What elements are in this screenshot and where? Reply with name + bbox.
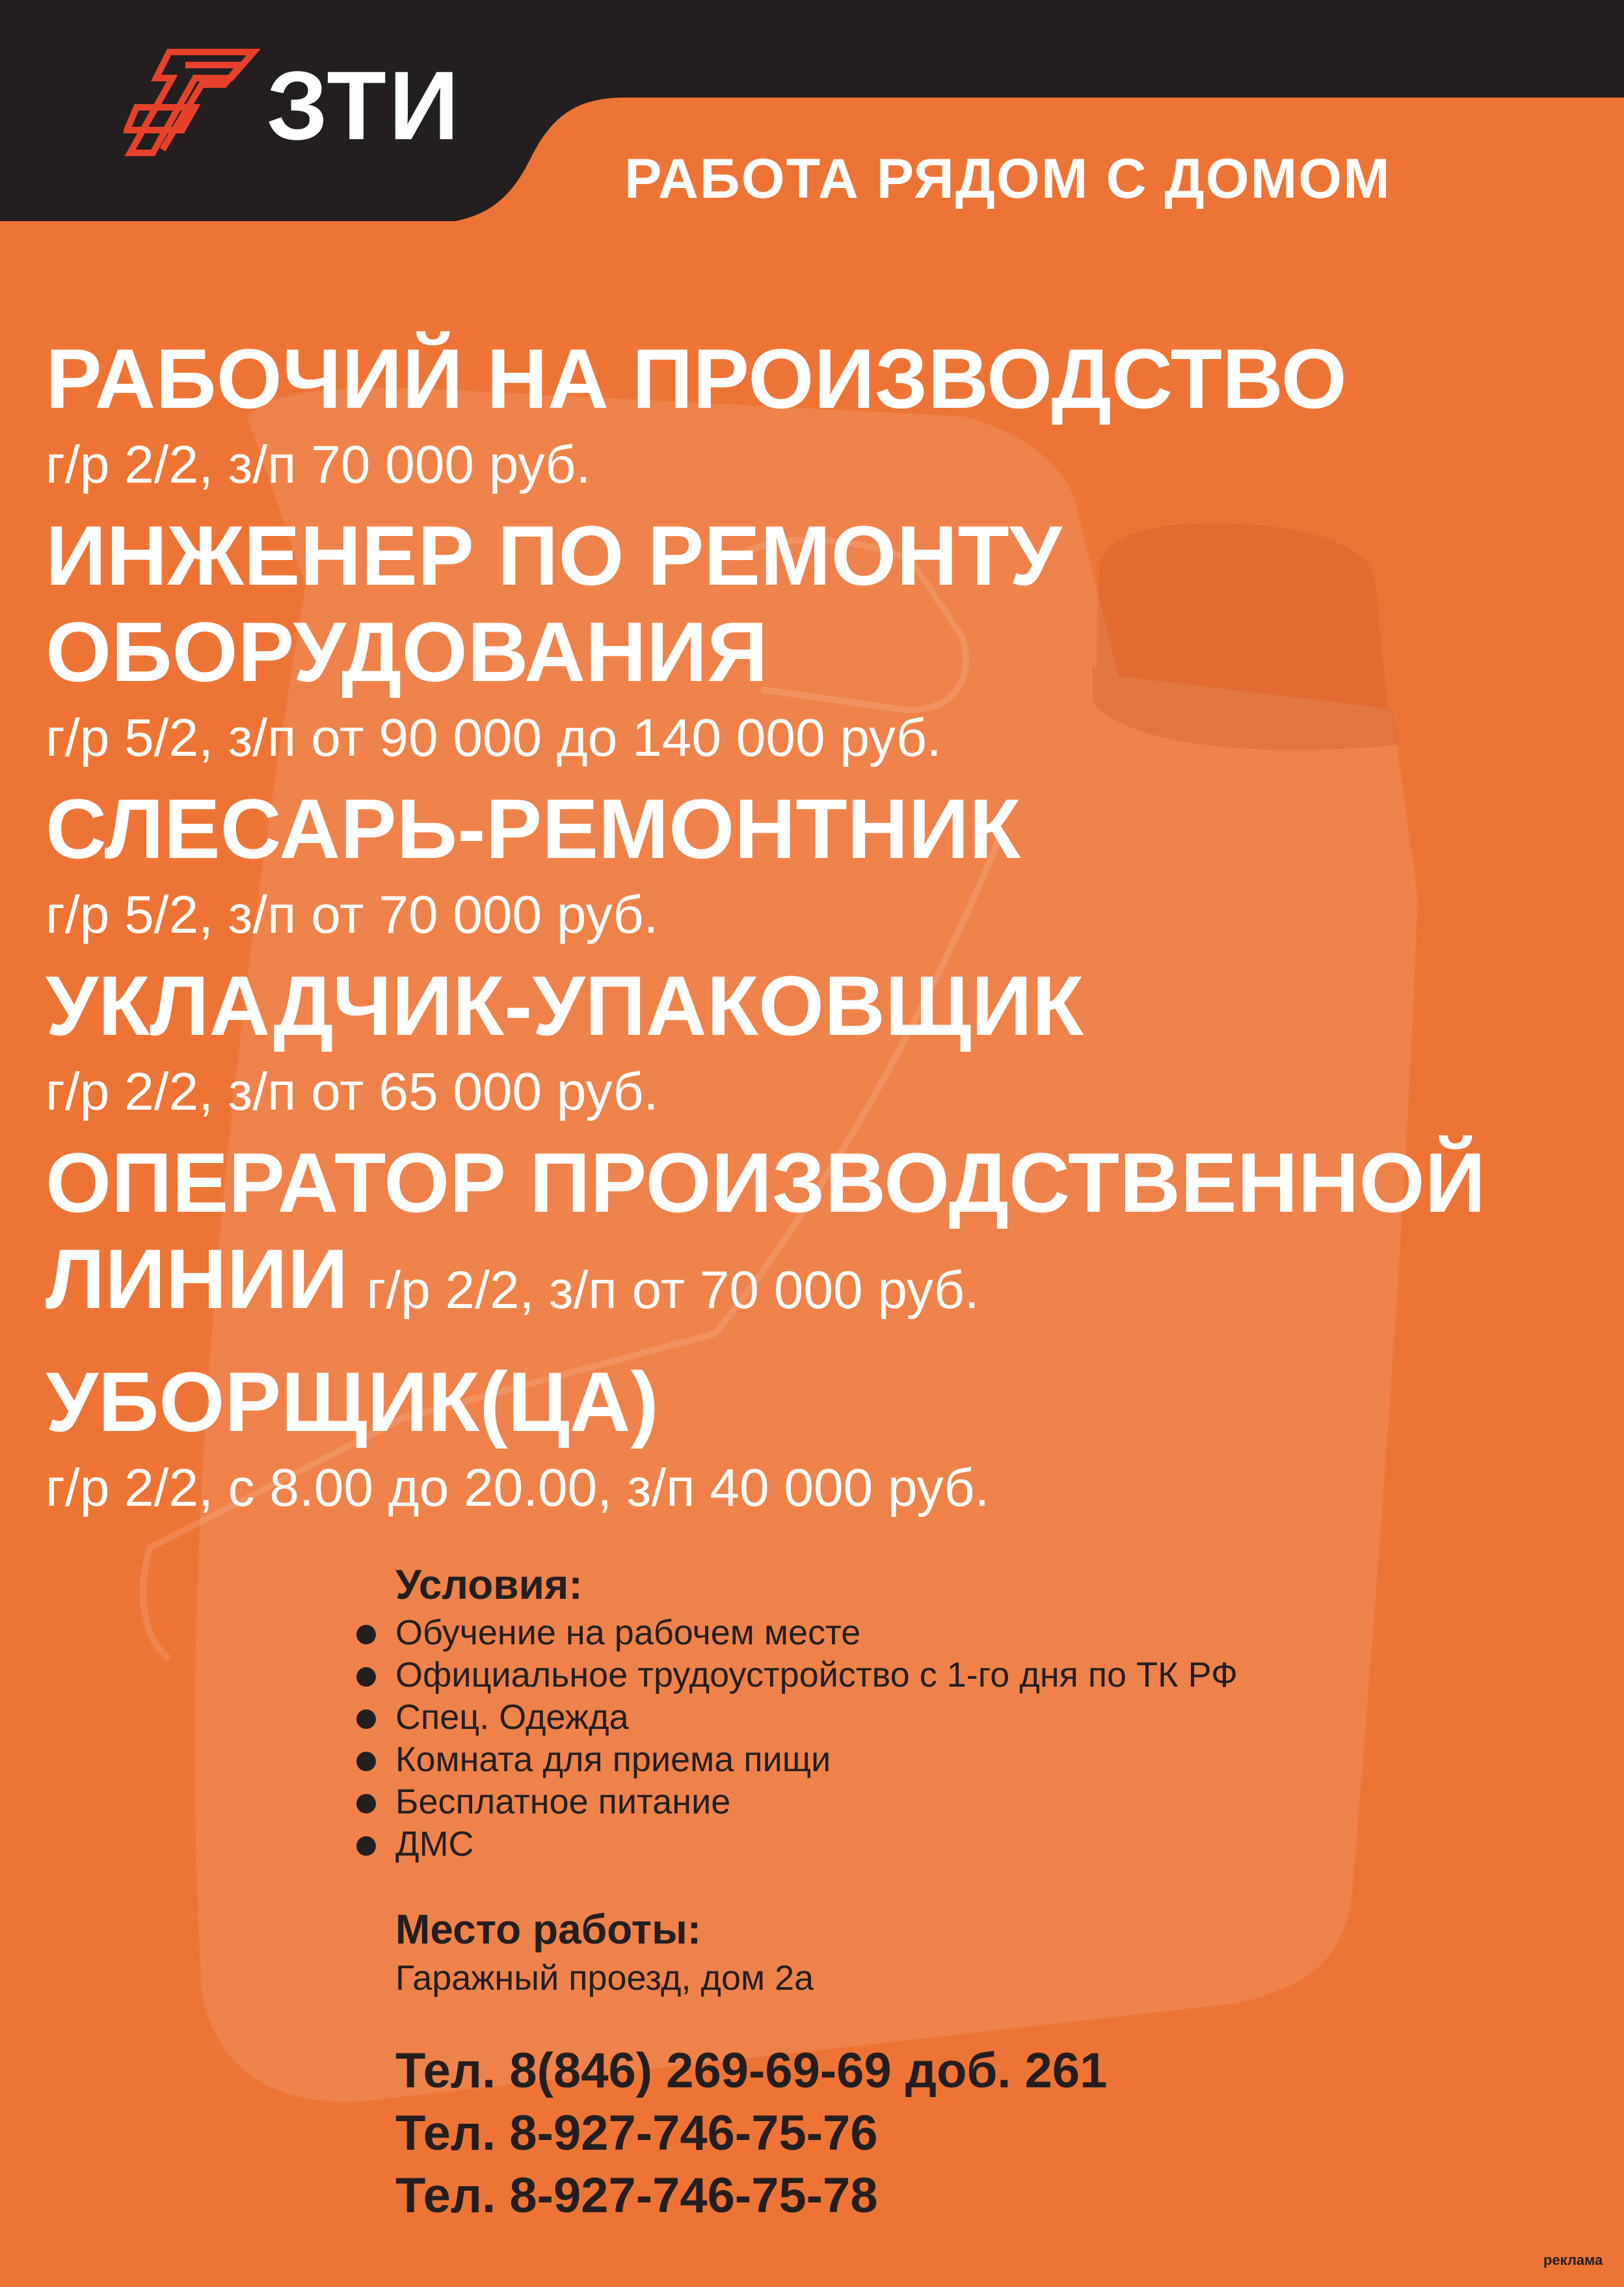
workplace-address: Гаражный проезд, дом 2а (395, 1959, 814, 1998)
ad-label: реклама (1543, 2252, 1603, 2268)
job-item (46, 781, 1606, 954)
condition-text: Официальное трудоустройство с 1-го дня по ТК РФ (395, 1655, 1238, 1694)
bullet-icon (356, 1794, 376, 1813)
condition-text: ДМС (395, 1825, 474, 1864)
list-item (356, 1781, 1462, 1823)
job-terms: г/р 2/2, з/п от 65 000 руб. (46, 1062, 659, 1121)
phone-number[interactable]: Тел. 8-927-746-75-76 (395, 2106, 878, 2161)
bullet-icon (356, 1709, 376, 1729)
tagline: РАБОТА РЯДОМ С ДОМОМ (624, 148, 1391, 210)
list-item (356, 1696, 1462, 1739)
job-item (46, 1134, 1606, 1354)
phone-number[interactable]: Тел. 8-927-746-75-78 (395, 2168, 878, 2223)
job-terms: г/р 2/2, с 8.00 до 20.00, з/п 40 000 руб. (46, 1458, 990, 1518)
bullet-icon (356, 1836, 376, 1856)
job-title: РАБОЧИЙ НА ПРОИЗВОДСТВО (46, 331, 1347, 426)
conditions-heading: Условия: (395, 1561, 583, 1608)
list-item (356, 1739, 1462, 1781)
workplace-heading: Место работы: (395, 1906, 702, 1953)
job-title: УБОРЩИК(ЦА) (46, 1354, 659, 1449)
job-terms: г/р 2/2, з/п от 70 000 руб. (366, 1261, 979, 1320)
job-list (46, 330, 1606, 1531)
condition-text: Обучение на рабочем месте (395, 1613, 861, 1652)
job-item (46, 330, 1606, 503)
job-title-continued: ОБОРУДОВАНИЯ (46, 604, 768, 699)
job-title: ИНЖЕНЕР ПО РЕМОНТУ (46, 508, 1062, 603)
job-title: СЛЕСАРЬ-РЕМОНТНИК (46, 781, 1021, 876)
list-item (356, 1612, 1462, 1654)
job-title: УКЛАДЧИК-УПАКОВЩИК (46, 958, 1084, 1053)
phone-number[interactable]: Тел. 8(846) 269-69-69 доб. 261 (395, 2043, 1108, 2098)
job-item (46, 507, 1606, 777)
bullet-icon (356, 1667, 376, 1687)
brand-name: ЗТИ (267, 51, 462, 160)
workplace-block (356, 1905, 1462, 1999)
list-item (356, 1654, 1462, 1696)
job-terms: г/р 5/2, з/п от 70 000 руб. (46, 885, 659, 944)
job-item (46, 957, 1606, 1130)
conditions-list (356, 1612, 1462, 1866)
job-title-row (46, 1231, 1606, 1354)
condition-text: Бесплатное питание (395, 1782, 731, 1821)
bullet-icon (356, 1752, 376, 1771)
company-logo (124, 46, 475, 163)
list-item (356, 1823, 1462, 1866)
job-terms: г/р 2/2, з/п 70 000 руб. (46, 435, 591, 494)
job-title-continued: ЛИНИИ (46, 1231, 349, 1326)
bullet-icon (356, 1625, 376, 1644)
condition-text: Комната для приема пищи (395, 1740, 831, 1779)
job-title: ОПЕРАТОР ПРОИЗВОДСТВЕННОЙ (46, 1135, 1486, 1230)
info-block (356, 1560, 1462, 2227)
job-item (46, 1354, 1606, 1527)
phone-list (395, 2040, 1462, 2227)
zti-logo-icon (124, 46, 260, 163)
job-terms: г/р 5/2, з/п от 90 000 до 140 000 руб. (46, 708, 942, 768)
condition-text: Спец. Одежда (395, 1698, 629, 1737)
